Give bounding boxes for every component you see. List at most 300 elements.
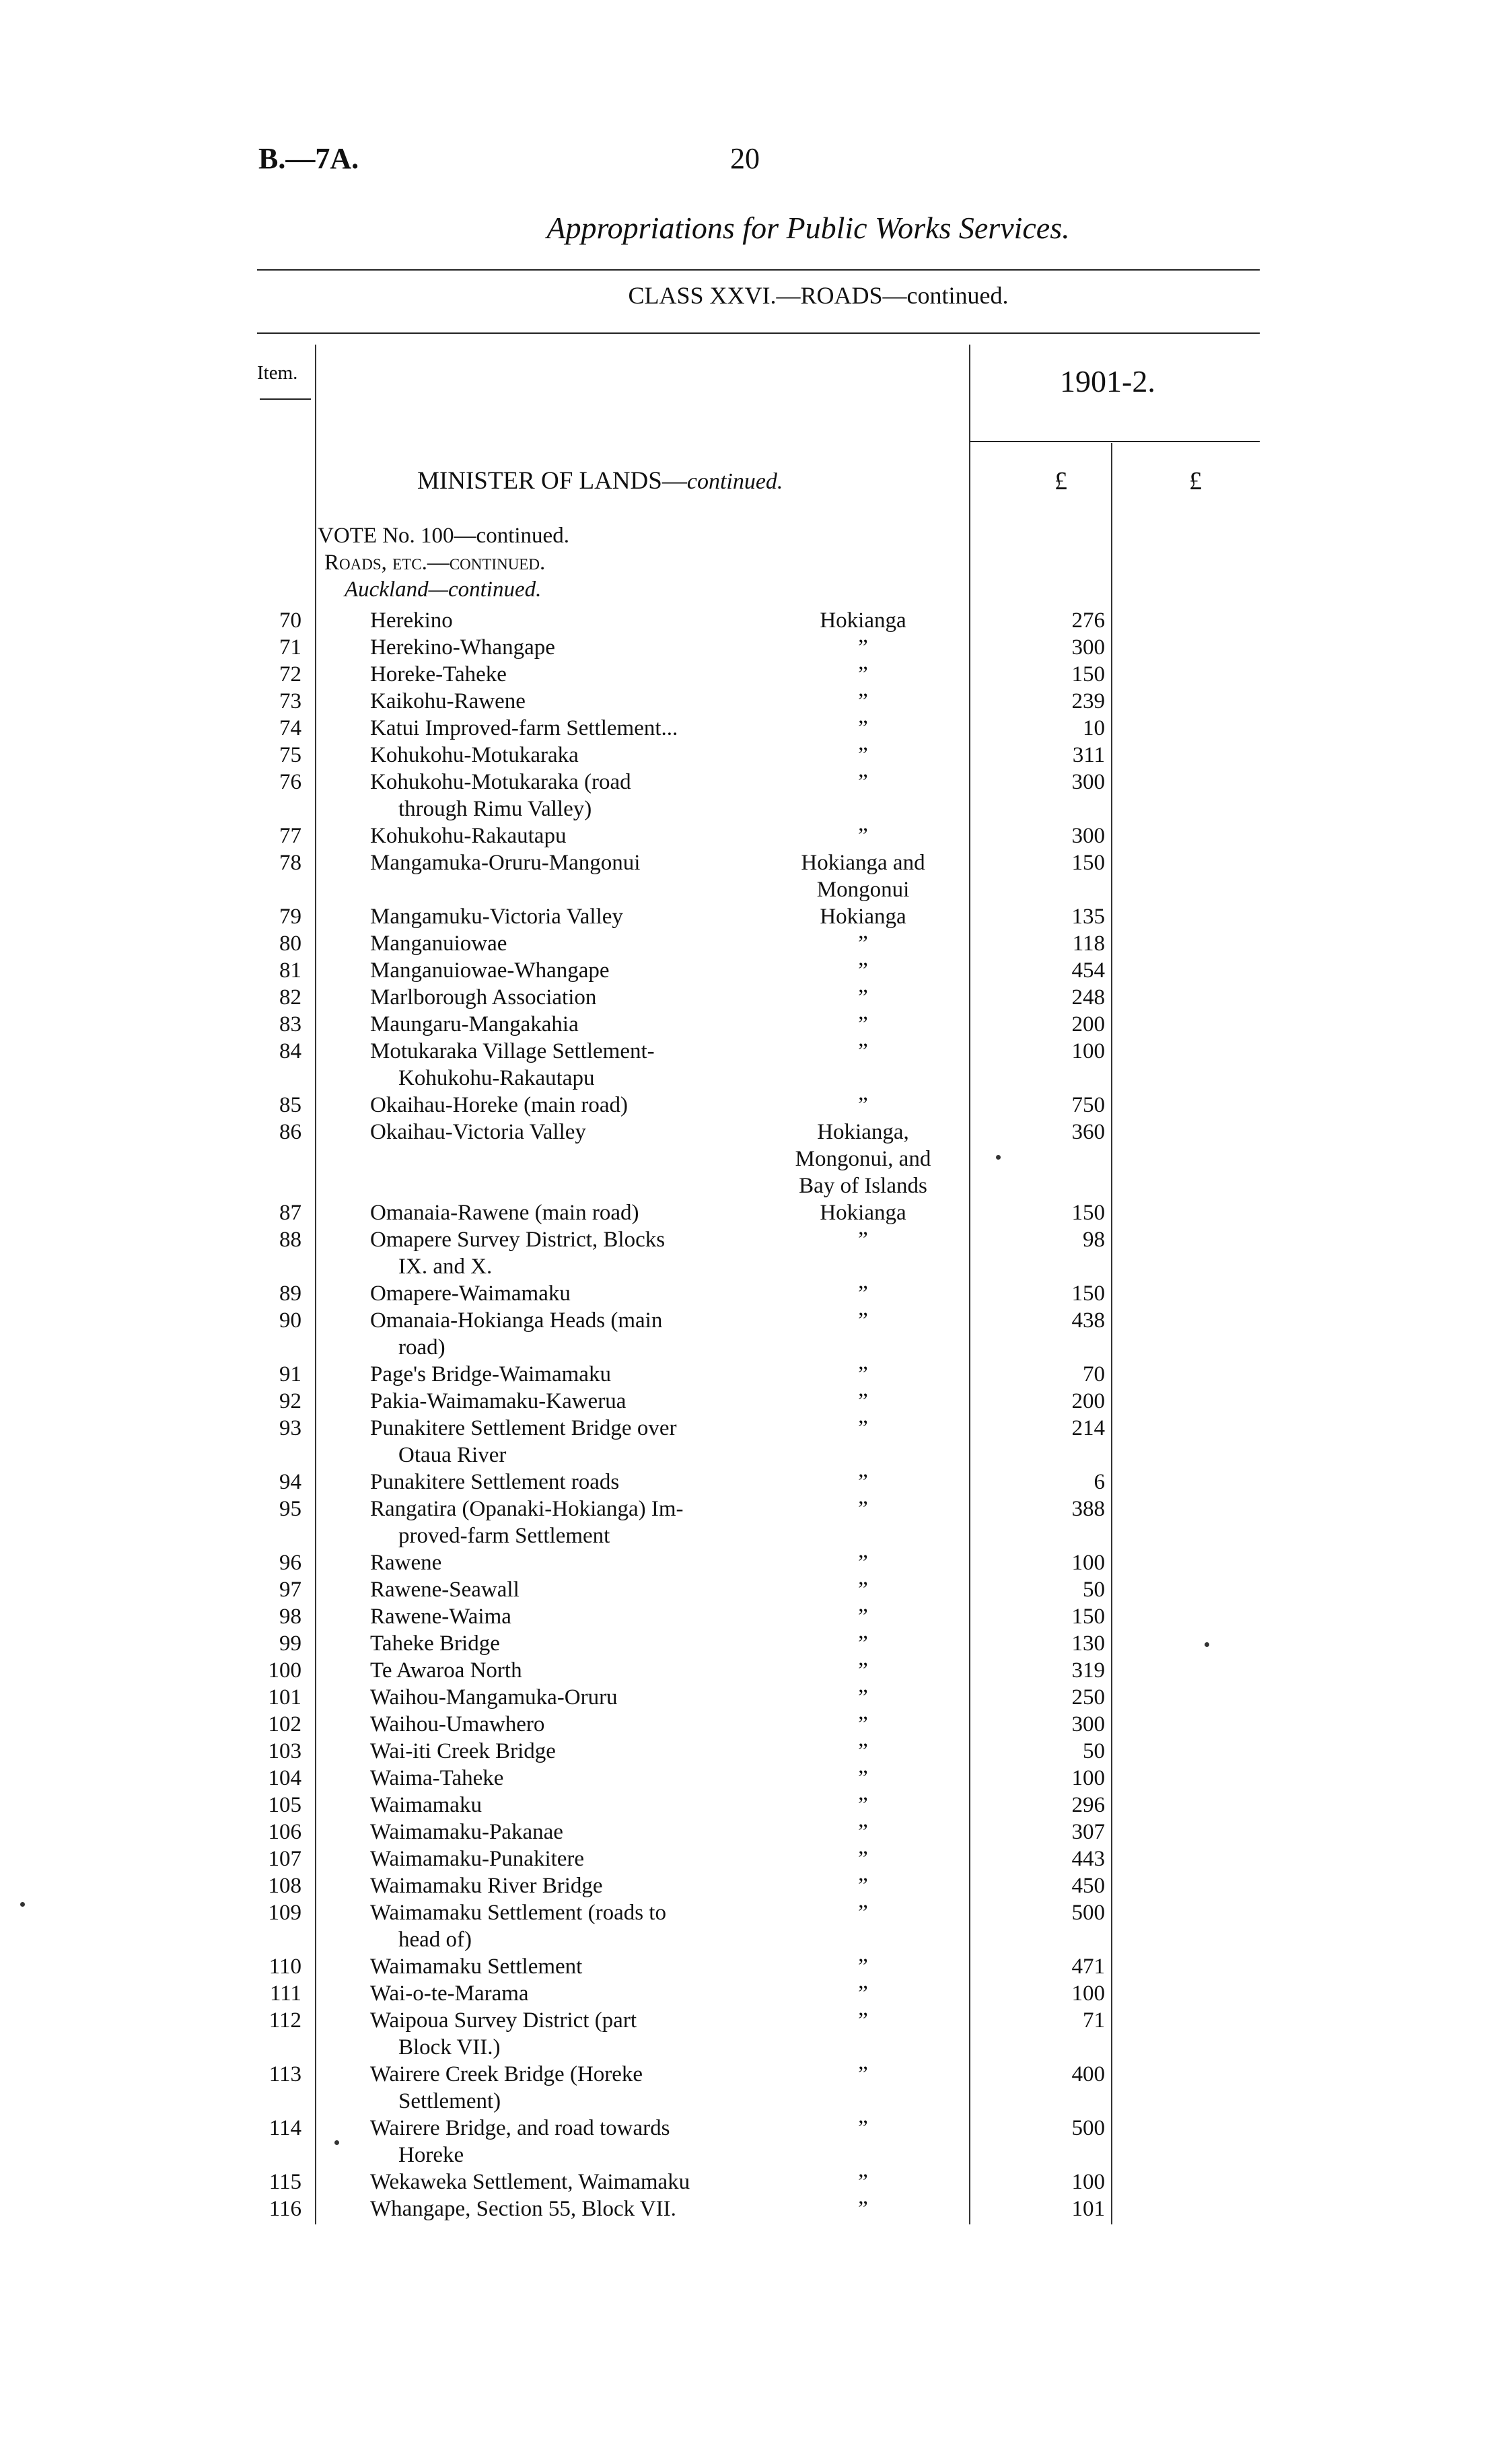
item-number: 74 bbox=[279, 716, 301, 740]
item-number: 110 bbox=[269, 1955, 301, 1979]
road-name-line: through Rimu Valley) bbox=[398, 797, 592, 821]
county-district bbox=[767, 1953, 959, 1980]
road-name bbox=[370, 930, 787, 957]
road-name bbox=[370, 1684, 787, 1711]
amount: 100 bbox=[1071, 1039, 1105, 1063]
county-line: ” bbox=[858, 2197, 868, 2221]
road-name-line: Taheke Bridge bbox=[370, 1631, 500, 1656]
road-name-line: Punakitere Settlement Bridge over bbox=[370, 1416, 677, 1440]
item-number: 102 bbox=[268, 1712, 301, 1736]
county-line: ” bbox=[858, 2116, 868, 2140]
amount: 150 bbox=[1071, 1605, 1105, 1629]
table-row bbox=[0, 984, 1502, 1011]
item-number: 92 bbox=[279, 1389, 301, 1413]
table-row bbox=[0, 2169, 1502, 2195]
item-column-header: Item. bbox=[257, 362, 298, 384]
county-district bbox=[767, 2169, 959, 2195]
road-name-line: Waimamaku River Bridge bbox=[370, 1874, 603, 1898]
item-number: 79 bbox=[279, 905, 301, 929]
item-number: 99 bbox=[279, 1631, 301, 1656]
amount: 471 bbox=[1071, 1955, 1105, 1979]
road-name bbox=[370, 1765, 787, 1792]
amount: 500 bbox=[1071, 1901, 1105, 1925]
county-district bbox=[767, 1469, 959, 1495]
county-line: Bay of Islands bbox=[799, 1174, 927, 1198]
road-name bbox=[370, 1011, 787, 1038]
item-number: 98 bbox=[279, 1605, 301, 1629]
rule-top bbox=[257, 269, 1260, 271]
item-number: 100 bbox=[268, 1658, 301, 1683]
table-row bbox=[0, 2195, 1502, 2222]
table-row bbox=[0, 1011, 1502, 1038]
table-row bbox=[0, 1899, 1502, 1953]
road-name-line: Omanaia-Hokianga Heads (main bbox=[370, 1308, 663, 1333]
road-name-line: Maungaru-Mangakahia bbox=[370, 1012, 579, 1036]
table-row bbox=[0, 1388, 1502, 1415]
amount: 50 bbox=[1083, 1739, 1105, 1763]
county-line: ” bbox=[858, 1658, 868, 1683]
item-number: 84 bbox=[279, 1039, 301, 1063]
amount: 360 bbox=[1071, 1120, 1105, 1144]
road-name bbox=[370, 1549, 787, 1576]
road-name-line: Kohukohu-Motukaraka (road bbox=[370, 770, 631, 794]
table-row bbox=[0, 607, 1502, 634]
item-number: 83 bbox=[279, 1012, 301, 1036]
road-name-line: Omapere-Waimamaku bbox=[370, 1281, 571, 1306]
amount: 100 bbox=[1071, 1981, 1105, 2006]
road-name-line: Rangatira (Opanaki-Hokianga) Im- bbox=[370, 1497, 684, 1521]
county-district bbox=[767, 742, 959, 769]
item-number: 88 bbox=[279, 1228, 301, 1252]
table-row bbox=[0, 1038, 1502, 1092]
road-name-line: Motukaraka Village Settlement- bbox=[370, 1039, 655, 1063]
table-row bbox=[0, 1092, 1502, 1119]
county-line: ” bbox=[858, 1281, 868, 1306]
item-number: 96 bbox=[279, 1551, 301, 1575]
amount: 100 bbox=[1071, 1766, 1105, 1790]
amount: 248 bbox=[1071, 985, 1105, 1010]
road-name bbox=[370, 2115, 787, 2169]
table-row bbox=[0, 1738, 1502, 1765]
amount: 150 bbox=[1071, 851, 1105, 875]
item-number: 86 bbox=[279, 1120, 301, 1144]
item-number: 81 bbox=[279, 958, 301, 983]
item-number: 106 bbox=[268, 1820, 301, 1844]
item-number: 73 bbox=[279, 689, 301, 713]
amount: 443 bbox=[1071, 1847, 1105, 1871]
county-district bbox=[767, 1765, 959, 1792]
road-name bbox=[370, 1980, 787, 2007]
table-row bbox=[0, 715, 1502, 742]
county-district bbox=[767, 2115, 959, 2142]
amount: 307 bbox=[1071, 1820, 1105, 1844]
road-name-line: Herekino-Whangape bbox=[370, 635, 555, 660]
county-district bbox=[767, 1199, 959, 1226]
county-line: ” bbox=[858, 1228, 868, 1252]
county-district bbox=[767, 2007, 959, 2034]
item-number: 93 bbox=[279, 1416, 301, 1440]
road-name bbox=[370, 1899, 787, 1953]
table-row bbox=[0, 1792, 1502, 1819]
road-name bbox=[370, 1495, 787, 1549]
road-name bbox=[370, 769, 787, 822]
road-name-line: Block VII.) bbox=[398, 2035, 501, 2060]
county-line: ” bbox=[858, 2062, 868, 2086]
road-name-line: Pakia-Waimamaku-Kawerua bbox=[370, 1389, 627, 1413]
county-line: ” bbox=[858, 1416, 868, 1440]
road-name bbox=[370, 1953, 787, 1980]
table-row bbox=[0, 1280, 1502, 1307]
county-district bbox=[767, 1792, 959, 1819]
county-district bbox=[767, 607, 959, 634]
minister-heading bbox=[417, 466, 783, 495]
item-number: 91 bbox=[279, 1362, 301, 1386]
county-line: ” bbox=[858, 1093, 868, 1117]
item-number: 114 bbox=[269, 2116, 301, 2140]
item-number: 70 bbox=[279, 608, 301, 633]
county-line: ” bbox=[858, 770, 868, 794]
amount: 50 bbox=[1083, 1578, 1105, 1602]
amount: 319 bbox=[1071, 1658, 1105, 1683]
county-line: ” bbox=[858, 1793, 868, 1817]
item-number: 78 bbox=[279, 851, 301, 875]
item-number: 97 bbox=[279, 1578, 301, 1602]
table-row bbox=[0, 849, 1502, 903]
amount: 200 bbox=[1071, 1012, 1105, 1036]
table-row bbox=[0, 1630, 1502, 1657]
county-district bbox=[767, 715, 959, 742]
amount: 98 bbox=[1083, 1228, 1105, 1252]
county-line: ” bbox=[858, 743, 868, 767]
item-number: 75 bbox=[279, 743, 301, 767]
table-row bbox=[0, 1603, 1502, 1630]
county-line: ” bbox=[858, 1685, 868, 1710]
county-district bbox=[767, 688, 959, 715]
road-name-line: Waihou-Mangamuka-Oruru bbox=[370, 1685, 618, 1710]
county-line: ” bbox=[858, 1820, 868, 1844]
county-district bbox=[767, 849, 959, 903]
item-number: 76 bbox=[279, 770, 301, 794]
county-line: Mongonui, and bbox=[795, 1147, 931, 1171]
road-name-line: Waimamaku-Punakitere bbox=[370, 1847, 585, 1871]
item-number: 87 bbox=[279, 1201, 301, 1225]
table-row bbox=[0, 1469, 1502, 1495]
county-line: ” bbox=[858, 931, 868, 956]
table-row bbox=[0, 2115, 1502, 2169]
road-name-line: Mangamuku-Victoria Valley bbox=[370, 905, 623, 929]
road-name bbox=[370, 1657, 787, 1684]
road-name-line: Okaihau-Horeke (main road) bbox=[370, 1093, 628, 1117]
road-name-line: Wai-iti Creek Bridge bbox=[370, 1739, 556, 1763]
table-row bbox=[0, 1872, 1502, 1899]
road-name bbox=[370, 1792, 787, 1819]
table-row bbox=[0, 2007, 1502, 2061]
road-name bbox=[370, 1738, 787, 1765]
amount: 300 bbox=[1071, 635, 1105, 660]
item-number: 103 bbox=[268, 1739, 301, 1763]
county-line: ” bbox=[858, 662, 868, 687]
road-name bbox=[370, 1845, 787, 1872]
amount: 300 bbox=[1071, 824, 1105, 848]
road-name bbox=[370, 634, 787, 661]
road-name-line: Rawene-Waima bbox=[370, 1605, 511, 1629]
class-heading: CLASS XXVI.—ROADS—continued. bbox=[628, 282, 1009, 309]
page-title: Appropriations for Public Works Services. bbox=[546, 211, 1070, 245]
county-line: Hokianga and bbox=[801, 851, 925, 875]
county-district bbox=[767, 1872, 959, 1899]
table-row bbox=[0, 1765, 1502, 1792]
item-number: 94 bbox=[279, 1470, 301, 1494]
road-name-line: Te Awaroa North bbox=[370, 1658, 522, 1683]
county-district bbox=[767, 984, 959, 1011]
item-number: 109 bbox=[268, 1901, 301, 1925]
county-line: ” bbox=[858, 824, 868, 848]
road-name-line: Waipoua Survey District (part bbox=[370, 2008, 637, 2033]
county-district bbox=[767, 1495, 959, 1522]
county-district bbox=[767, 822, 959, 849]
table-row bbox=[0, 1361, 1502, 1388]
county-district bbox=[767, 1119, 959, 1199]
table-row bbox=[0, 661, 1502, 688]
table-row bbox=[0, 688, 1502, 715]
amount: 130 bbox=[1071, 1631, 1105, 1656]
table-row bbox=[0, 903, 1502, 930]
county-district bbox=[767, 1657, 959, 1684]
table-row bbox=[0, 1953, 1502, 1980]
item-number: 90 bbox=[279, 1308, 301, 1333]
amount: 71 bbox=[1083, 2008, 1105, 2033]
county-district bbox=[767, 769, 959, 796]
road-name bbox=[370, 715, 787, 742]
road-name-line: Horeke bbox=[398, 2143, 464, 2167]
road-name-line: Wai-o-te-Marama bbox=[370, 1981, 529, 2006]
county-district bbox=[767, 1038, 959, 1065]
road-name bbox=[370, 742, 787, 769]
amount: 135 bbox=[1071, 905, 1105, 929]
year-column-header: 1901-2. bbox=[1060, 364, 1155, 398]
road-name-line: Rawene-Seawall bbox=[370, 1578, 520, 1602]
county-district bbox=[767, 1603, 959, 1630]
table-row bbox=[0, 957, 1502, 984]
table-row bbox=[0, 1684, 1502, 1711]
road-name bbox=[370, 607, 787, 634]
table-row bbox=[0, 1199, 1502, 1226]
county-line: ” bbox=[858, 1739, 868, 1763]
amount: 100 bbox=[1071, 2170, 1105, 2194]
amount: 10 bbox=[1083, 716, 1105, 740]
item-number: 71 bbox=[279, 635, 301, 660]
county-line: ” bbox=[858, 1766, 868, 1790]
road-name-line: Page's Bridge-Waimamaku bbox=[370, 1362, 611, 1386]
county-district bbox=[767, 1980, 959, 2007]
rule-header-top bbox=[257, 332, 1260, 334]
county-line: ” bbox=[858, 1874, 868, 1898]
road-name bbox=[370, 2195, 787, 2222]
road-name bbox=[370, 1092, 787, 1119]
amount: 311 bbox=[1072, 743, 1105, 767]
county-district bbox=[767, 1576, 959, 1603]
road-name bbox=[370, 1819, 787, 1845]
region-heading: Auckland—continued. bbox=[345, 577, 542, 602]
road-name bbox=[370, 1280, 787, 1307]
road-name-line: Herekino bbox=[370, 608, 453, 633]
roads-heading: Roads, etc.—continued. bbox=[324, 551, 546, 575]
county-district bbox=[767, 903, 959, 930]
road-name-line: head of) bbox=[398, 1928, 472, 1952]
item-number: 111 bbox=[269, 1981, 301, 2006]
county-district bbox=[767, 1415, 959, 1442]
county-line: ” bbox=[858, 716, 868, 740]
county-district bbox=[767, 957, 959, 984]
road-name-line: Marlborough Association bbox=[370, 985, 597, 1010]
county-line: ” bbox=[858, 1712, 868, 1736]
county-line: ” bbox=[858, 1551, 868, 1575]
county-district bbox=[767, 1280, 959, 1307]
item-number: 85 bbox=[279, 1093, 301, 1117]
currency-symbol-2: £ bbox=[1189, 467, 1202, 495]
amount: 750 bbox=[1071, 1093, 1105, 1117]
road-name-line: Waimamaku bbox=[370, 1793, 482, 1817]
county-district bbox=[767, 930, 959, 957]
amount: 6 bbox=[1094, 1470, 1105, 1494]
county-line: ” bbox=[858, 635, 868, 660]
document-code: B.—7A. bbox=[258, 142, 359, 175]
county-line: ” bbox=[858, 1955, 868, 1979]
road-name-line: Kohukohu-Rakautapu bbox=[398, 1066, 595, 1090]
road-name-line: Manganuiowae bbox=[370, 931, 507, 956]
amount: 150 bbox=[1071, 1281, 1105, 1306]
county-district bbox=[767, 1549, 959, 1576]
road-name bbox=[370, 1361, 787, 1388]
table-row bbox=[0, 1549, 1502, 1576]
amount: 200 bbox=[1071, 1389, 1105, 1413]
stray-mark bbox=[996, 1155, 1001, 1160]
county-district bbox=[767, 1738, 959, 1765]
item-number: 77 bbox=[279, 824, 301, 848]
table-row bbox=[0, 2061, 1502, 2115]
table-row bbox=[0, 1845, 1502, 1872]
county-line: ” bbox=[858, 1389, 868, 1413]
table-row bbox=[0, 742, 1502, 769]
county-district bbox=[767, 1307, 959, 1334]
item-number: 95 bbox=[279, 1497, 301, 1521]
road-name-line: Horeke-Taheke bbox=[370, 662, 507, 687]
amount: 70 bbox=[1083, 1362, 1105, 1386]
road-name-line: Omanaia-Rawene (main road) bbox=[370, 1201, 639, 1225]
minister-continued: continued. bbox=[686, 469, 783, 494]
item-number: 116 bbox=[269, 2197, 301, 2221]
item-number: 104 bbox=[268, 1766, 301, 1790]
page-number: 20 bbox=[730, 142, 760, 175]
road-name-line: Otaua River bbox=[398, 1443, 507, 1467]
county-line: ” bbox=[858, 1362, 868, 1386]
county-district bbox=[767, 1388, 959, 1415]
amount: 150 bbox=[1071, 662, 1105, 687]
road-name-line: Whangape, Section 55, Block VII. bbox=[370, 2197, 676, 2221]
table-row bbox=[0, 822, 1502, 849]
road-name bbox=[370, 903, 787, 930]
county-line: ” bbox=[858, 1847, 868, 1871]
county-district bbox=[767, 2061, 959, 2088]
item-number: 107 bbox=[268, 1847, 301, 1871]
road-name-line: Wairere Creek Bridge (Horeke bbox=[370, 2062, 643, 2086]
county-line: ” bbox=[858, 1631, 868, 1656]
amount: 300 bbox=[1071, 770, 1105, 794]
county-line: ” bbox=[858, 689, 868, 713]
table-row bbox=[0, 1980, 1502, 2007]
road-name bbox=[370, 1603, 787, 1630]
road-name bbox=[370, 1469, 787, 1495]
county-line: Hokianga bbox=[820, 608, 906, 633]
rule-year-bottom bbox=[969, 441, 1260, 442]
amount: 250 bbox=[1071, 1685, 1105, 1710]
county-line: Mongonui bbox=[816, 878, 910, 902]
county-line: ” bbox=[858, 958, 868, 983]
table-row bbox=[0, 1119, 1502, 1199]
road-name-line: Settlement) bbox=[398, 2089, 501, 2113]
road-name bbox=[370, 1119, 787, 1146]
road-name-line: Rawene bbox=[370, 1551, 442, 1575]
amount: 101 bbox=[1071, 2197, 1105, 2221]
county-line: ” bbox=[858, 1308, 868, 1333]
road-name-line: IX. and X. bbox=[398, 1255, 493, 1279]
item-number: 89 bbox=[279, 1281, 301, 1306]
road-name bbox=[370, 1199, 787, 1226]
item-number: 80 bbox=[279, 931, 301, 956]
item-number: 112 bbox=[269, 2008, 301, 2033]
county-district bbox=[767, 1711, 959, 1738]
amount: 450 bbox=[1071, 1874, 1105, 1898]
road-name bbox=[370, 1415, 787, 1469]
road-name-line: Kohukohu-Motukaraka bbox=[370, 743, 579, 767]
road-name bbox=[370, 2007, 787, 2061]
county-line: ” bbox=[858, 1039, 868, 1063]
county-district bbox=[767, 1092, 959, 1119]
county-line: ” bbox=[858, 2170, 868, 2194]
stray-mark bbox=[20, 1902, 25, 1907]
road-name-line: Katui Improved-farm Settlement... bbox=[370, 716, 678, 740]
county-line: Hokianga, bbox=[817, 1120, 909, 1144]
table-row bbox=[0, 1307, 1502, 1361]
table-row bbox=[0, 1711, 1502, 1738]
amount: 438 bbox=[1071, 1308, 1105, 1333]
road-name bbox=[370, 2169, 787, 2195]
county-line: ” bbox=[858, 1012, 868, 1036]
road-name-line: Waima-Taheke bbox=[370, 1766, 504, 1790]
table-row bbox=[0, 1415, 1502, 1469]
currency-symbol-1: £ bbox=[1054, 467, 1067, 495]
item-number: 72 bbox=[279, 662, 301, 687]
table-row bbox=[0, 930, 1502, 957]
amount: 388 bbox=[1071, 1497, 1105, 1521]
amount: 454 bbox=[1071, 958, 1105, 983]
county-district bbox=[767, 2195, 959, 2222]
road-name bbox=[370, 1711, 787, 1738]
road-name bbox=[370, 1576, 787, 1603]
county-line: ” bbox=[858, 985, 868, 1010]
road-name-line: road) bbox=[398, 1335, 445, 1360]
road-name-line: Wairere Bridge, and road towards bbox=[370, 2116, 670, 2140]
road-name-line: Kaikohu-Rawene bbox=[370, 689, 526, 713]
road-name-line: Waimamaku-Pakanae bbox=[370, 1820, 563, 1844]
table-row bbox=[0, 634, 1502, 661]
item-number: 101 bbox=[268, 1685, 301, 1710]
county-line: ” bbox=[858, 1981, 868, 2006]
county-line: Hokianga bbox=[820, 905, 906, 929]
road-name bbox=[370, 1038, 787, 1092]
road-name bbox=[370, 661, 787, 688]
amount: 150 bbox=[1071, 1201, 1105, 1225]
